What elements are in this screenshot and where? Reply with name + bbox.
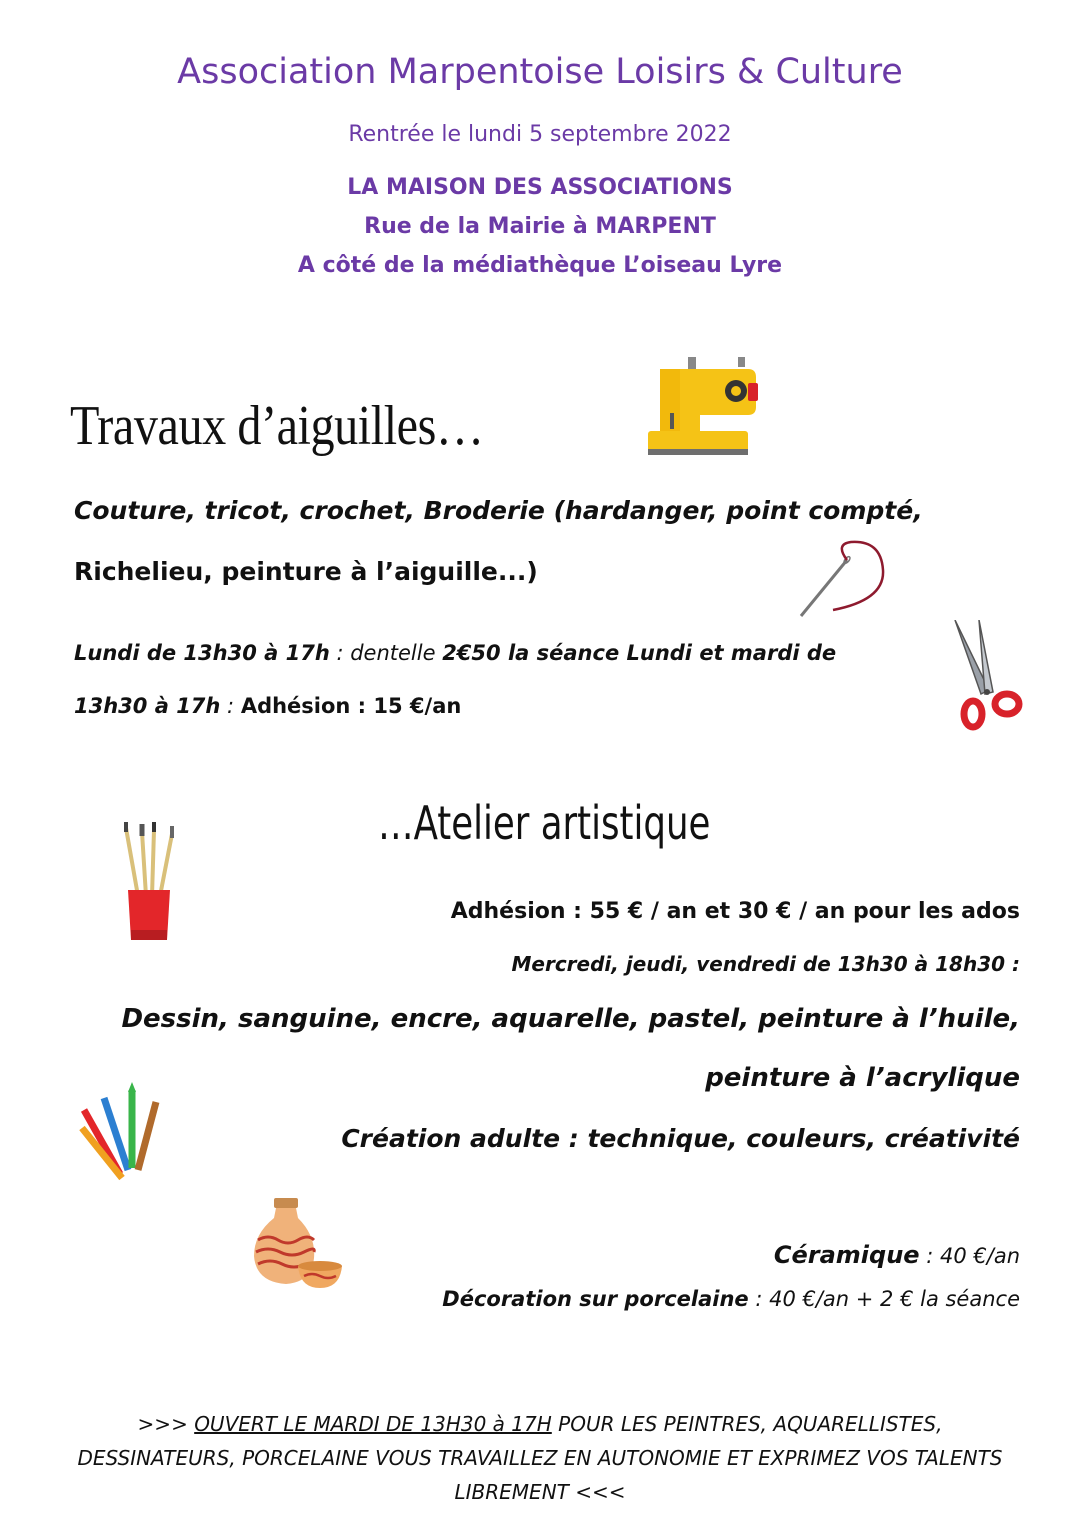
adhesion-travaux: Adhésion : 15 €/an (240, 694, 462, 718)
colored-pencils-icon (76, 1082, 166, 1182)
ceramique-label: Céramique (773, 1241, 920, 1269)
schedule-text-5: : (220, 694, 241, 718)
ceramique-line (774, 1241, 1020, 1269)
atelier-techniques-line-2: peinture à l’acrylique (705, 1063, 1020, 1093)
footer-prefix: >>> (137, 1412, 195, 1436)
address-line-3: A côté de la médiathèque L’oiseau Lyre (297, 253, 783, 278)
needle-thread-icon (795, 540, 895, 620)
address-line-2: Rue de la Mairie à MARPENT (364, 214, 716, 239)
scissors-icon (945, 620, 1030, 735)
sewing-machine-icon (640, 357, 760, 462)
footer-underlined: OUVERT LE MARDI DE 13H30 à 17H (194, 1412, 552, 1436)
travaux-activities-line-2: Richelieu, peinture à l’aiguille...) (74, 557, 538, 586)
schedule-text-3: 2€50 la séance Lundi et mardi de (442, 641, 837, 665)
atelier-heading: …Atelier artistique (378, 796, 711, 850)
porcelaine-label: Décoration sur porcelaine (442, 1287, 749, 1311)
ceramique-value: : 40 €/an (919, 1244, 1020, 1268)
porcelaine-line (442, 1287, 1020, 1311)
footer-rest: POUR LES PEINTRES, AQUARELLISTES, DESSINATEURS, PORCELAINE VOUS TRAVAILLEZ EN AUTONOMIE ET EXPRIMEZ VOS TALENTS LIBREMENT <<< (77, 1412, 1003, 1504)
footer-note (60, 1407, 1020, 1509)
atelier-days: Mercredi, jeudi, vendredi de 13h30 à 18h30 : (511, 952, 1020, 976)
porcelaine-value: : 40 €/an + 2 € la séance (748, 1287, 1020, 1311)
pottery-icon (248, 1196, 348, 1291)
travaux-schedule-line-1 (74, 641, 836, 665)
rentree-date: Rentrée le lundi 5 septembre 2022 (348, 122, 732, 147)
travaux-heading: Travaux d’aiguilles… (70, 395, 484, 457)
travaux-schedule-line-2 (74, 694, 461, 718)
atelier-adhesion: Adhésion : 55 € / an et 30 € / an pour les ados (450, 899, 1020, 924)
association-title: Association Marpentoise Loisirs & Culture (177, 52, 903, 92)
schedule-text-2: : dentelle (329, 641, 443, 665)
schedule-text-1: Lundi de 13h30 à 17h (74, 641, 330, 665)
atelier-techniques-line-1: Dessin, sanguine, encre, aquarelle, pastel, peinture à l’huile, (121, 1004, 1020, 1034)
brushes-cup-icon (112, 818, 187, 948)
schedule-text-4: 13h30 à 17h (74, 694, 221, 718)
atelier-creation: Création adulte : technique, couleurs, créativité (341, 1124, 1020, 1153)
travaux-activities-line-1: Couture, tricot, crochet, Broderie (hardanger, point compté, (74, 496, 923, 525)
address-line-1: LA MAISON DES ASSOCIATIONS (347, 175, 733, 200)
